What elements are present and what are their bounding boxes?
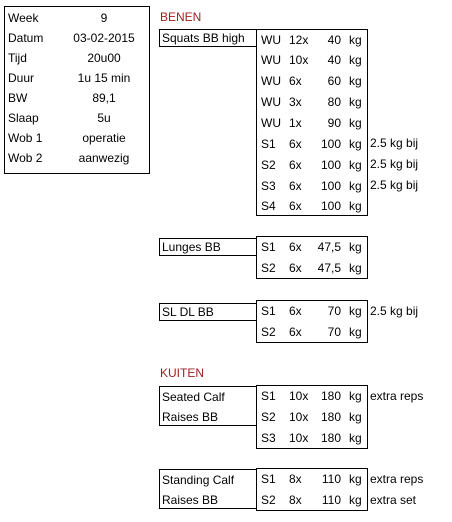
set-label: WU <box>261 33 281 47</box>
session-info-box <box>4 6 150 174</box>
exercise-name: Lunges BB <box>159 238 257 256</box>
set-reps: 6x <box>289 74 302 88</box>
set-table <box>256 236 368 279</box>
info-row-week <box>5 8 149 28</box>
info-row-duration <box>5 68 149 88</box>
set-weight: 40 <box>327 33 341 47</box>
set-table <box>256 385 368 449</box>
exercise-name-line: Raises BB <box>162 410 219 424</box>
set-reps: 6x <box>289 158 302 172</box>
info-value: aanwezig <box>78 151 130 165</box>
info-label: Duur <box>8 71 35 85</box>
set-row <box>257 237 369 257</box>
set-reps: 6x <box>289 179 302 193</box>
set-row <box>257 155 369 175</box>
set-unit: kg <box>349 304 362 318</box>
set-row <box>257 30 369 50</box>
set-weight: 100 <box>320 199 341 213</box>
set-label: S3 <box>261 179 276 193</box>
set-row <box>257 407 369 427</box>
set-label: WU <box>261 74 281 88</box>
exercise-name <box>159 469 257 509</box>
set-reps: 10x <box>289 410 309 424</box>
info-row-wob1 <box>5 128 149 148</box>
set-label: S2 <box>261 261 276 275</box>
info-label: Tijd <box>8 51 27 65</box>
set-unit: kg <box>349 493 362 507</box>
set-unit: kg <box>349 199 362 213</box>
set-weight: 110 <box>321 472 341 486</box>
set-row <box>257 196 369 216</box>
set-label: WU <box>261 116 281 130</box>
set-unit: kg <box>349 389 362 403</box>
set-row <box>257 490 369 510</box>
set-label: S1 <box>261 472 276 486</box>
set-unit: kg <box>349 472 362 486</box>
set-note: extra set <box>370 493 417 507</box>
set-table <box>256 29 368 216</box>
set-reps: 6x <box>289 240 302 254</box>
set-note: 2.5 kg bij <box>370 304 419 318</box>
info-label: Week <box>8 11 39 25</box>
info-value: 89,1 <box>92 91 116 105</box>
set-weight: 100 <box>320 179 341 193</box>
set-row <box>257 176 369 196</box>
set-unit: kg <box>349 53 362 67</box>
set-row <box>257 258 369 278</box>
info-label: Wob 2 <box>8 151 43 165</box>
set-label: S2 <box>261 325 276 339</box>
set-weight: 180 <box>320 389 341 403</box>
set-unit: kg <box>349 116 362 130</box>
set-unit: kg <box>349 431 362 445</box>
set-reps: 3x <box>289 95 302 109</box>
set-reps: 6x <box>289 137 302 151</box>
set-reps: 8x <box>289 493 302 507</box>
set-weight: 180 <box>320 410 341 424</box>
set-weight: 80 <box>327 95 341 109</box>
set-note: extra reps <box>370 389 424 403</box>
set-note: 2.5 kg bij <box>370 178 419 192</box>
set-weight: 180 <box>320 431 341 445</box>
set-weight: 47,5 <box>317 240 341 254</box>
info-value: 1u 15 min <box>77 71 131 85</box>
set-reps: 6x <box>289 304 302 318</box>
set-label: S4 <box>261 199 276 213</box>
set-unit: kg <box>349 261 362 275</box>
set-weight: 40 <box>327 53 341 67</box>
info-row-date <box>5 28 149 48</box>
set-row <box>257 113 369 133</box>
set-table <box>256 300 368 343</box>
exercise-name-line: Seated Calf <box>162 390 225 404</box>
set-label: S2 <box>261 493 276 507</box>
info-row-wob2 <box>5 148 149 168</box>
info-row-time <box>5 48 149 68</box>
set-weight: 100 <box>320 137 341 151</box>
set-reps: 8x <box>289 472 302 486</box>
set-row <box>257 92 369 112</box>
set-weight: 60 <box>327 74 341 88</box>
info-label: Datum <box>8 31 44 45</box>
section-title-benen: BENEN <box>160 10 202 24</box>
set-unit: kg <box>349 240 362 254</box>
set-row <box>257 469 369 489</box>
exercise-name-line: Raises BB <box>162 493 219 507</box>
set-row <box>257 428 369 448</box>
set-weight: 70 <box>327 304 341 318</box>
set-reps: 6x <box>289 199 302 213</box>
set-label: S1 <box>261 137 276 151</box>
set-note: 2.5 kg bij <box>370 136 419 150</box>
set-label: WU <box>261 53 281 67</box>
set-weight: 110 <box>321 493 341 507</box>
info-row-bodyweight <box>5 88 149 108</box>
info-value: 5u <box>97 111 111 125</box>
set-reps: 10x <box>289 389 309 403</box>
set-reps: 10x <box>289 53 309 67</box>
set-weight: 100 <box>320 158 341 172</box>
set-row <box>257 134 369 154</box>
set-label: WU <box>261 95 281 109</box>
info-value: 9 <box>100 11 108 25</box>
set-label: S3 <box>261 431 276 445</box>
section-title-kuiten: KUITEN <box>160 366 205 380</box>
set-unit: kg <box>349 179 362 193</box>
info-value: 03-02-2015 <box>73 31 135 45</box>
info-label: Wob 1 <box>8 131 43 145</box>
set-label: S1 <box>261 304 276 318</box>
exercise-name <box>159 386 257 426</box>
info-value: operatie <box>82 131 126 145</box>
info-label: BW <box>8 91 28 105</box>
set-reps: 10x <box>289 431 309 445</box>
info-value: 20u00 <box>87 51 121 65</box>
set-unit: kg <box>349 325 362 339</box>
set-note: extra reps <box>370 472 424 486</box>
set-label: S1 <box>261 240 276 254</box>
set-weight: 47,5 <box>317 261 341 275</box>
exercise-name: Squats BB high <box>159 29 257 47</box>
set-label: S2 <box>261 158 276 172</box>
set-unit: kg <box>349 158 362 172</box>
set-unit: kg <box>349 95 362 109</box>
set-reps: 1x <box>289 116 302 130</box>
set-reps: 6x <box>289 325 302 339</box>
set-label: S1 <box>261 389 276 403</box>
exercise-name: SL DL BB <box>159 303 257 321</box>
set-weight: 70 <box>327 325 341 339</box>
set-row <box>257 322 369 342</box>
set-weight: 90 <box>327 116 341 130</box>
set-unit: kg <box>349 137 362 151</box>
info-row-sleep <box>5 108 149 128</box>
set-unit: kg <box>349 410 362 424</box>
exercise-name-line: Standing Calf <box>162 473 235 487</box>
set-row <box>257 71 369 91</box>
set-row <box>257 301 369 321</box>
set-row <box>257 50 369 70</box>
set-reps: 6x <box>289 261 302 275</box>
set-unit: kg <box>349 33 362 47</box>
set-reps: 12x <box>289 33 309 47</box>
set-row <box>257 386 369 406</box>
set-label: S2 <box>261 410 276 424</box>
set-note: 2.5 kg bij <box>370 157 419 171</box>
info-label: Slaap <box>8 111 39 125</box>
set-table <box>256 468 368 511</box>
set-unit: kg <box>349 74 362 88</box>
